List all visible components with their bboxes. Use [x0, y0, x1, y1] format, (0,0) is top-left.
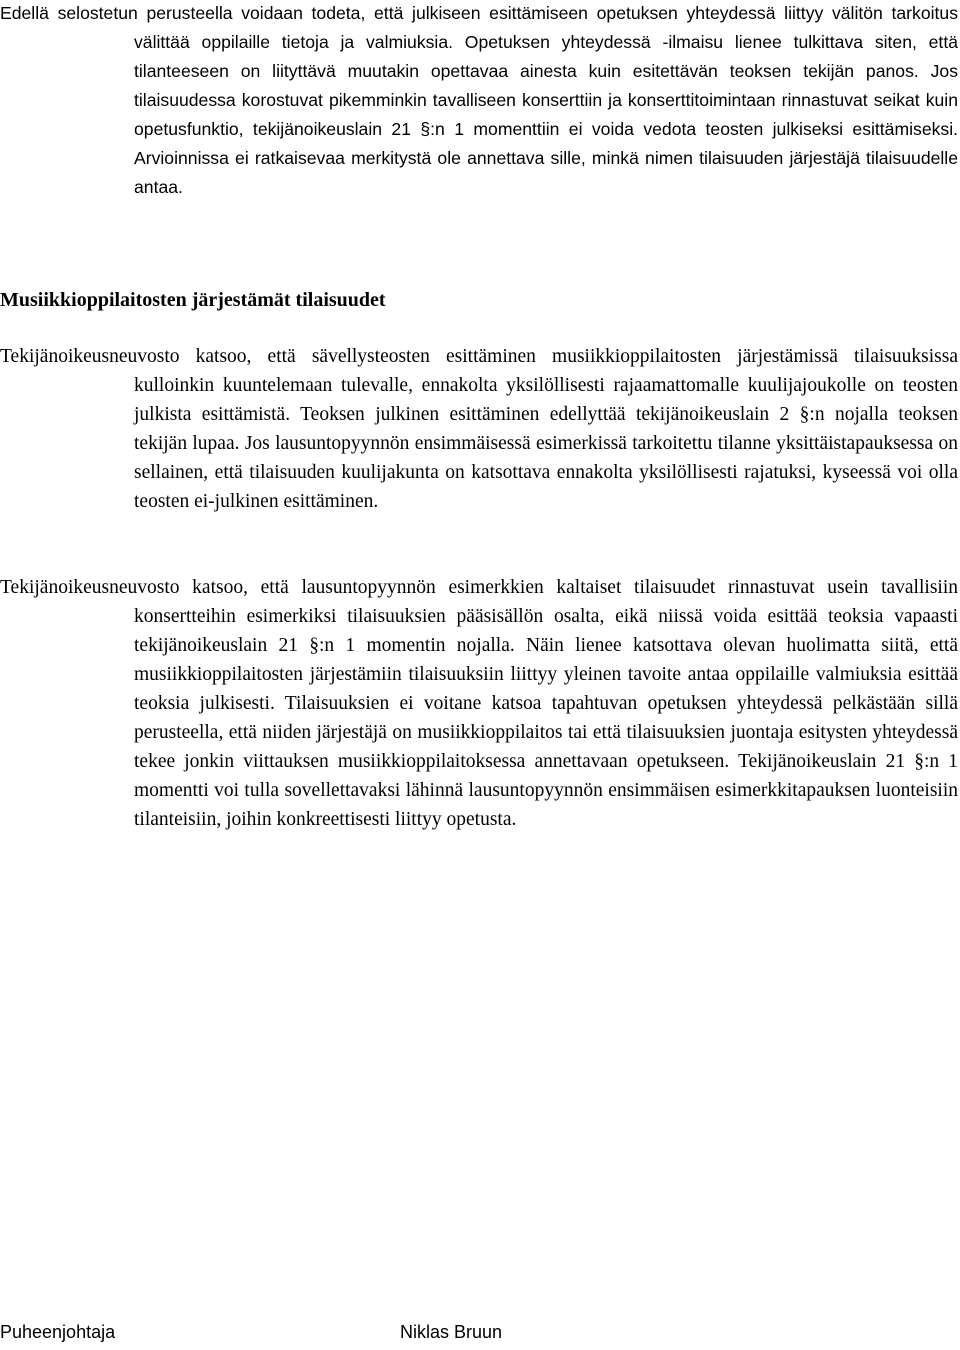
paragraph-3: Tekijänoikeusneuvosto katsoo, että lausuntopyynnön esimerkkien kaltaiset tilaisuudet rinnastuvat usein tavallisiin konsertteihin esimerkiksi tilaisuuksien pääsisällön osalta, eikä niissä voida esittää teoksia vapaasti tekijänoikeuslain 21 §:n 1 momentin nojalla. Näin lienee katsottava olevan huolimatta siitä, että musiikkioppilaitosten järjestämiin tilaisuuksiin liittyy yleinen tavoite antaa oppilaille valmiuksia esittää teoksia julkisesti. Tilaisuuksien ei voitane katsoa tapahtuvan opetuksen yhteydessä pelkästään sillä perusteella, että niiden järjestäjä on musiikkioppilaitos tai että tilaisuuksien juontaja esitysten yhteydessä tekee jonkin viittauksen musiikkioppilaitoksessa annettavaan opetukseen. Tekijänoikeuslain 21 §:n 1 momentti voi tulla sovellettavaksi lähinnä lausuntopyynnön ensimmäisen esimerkkitapauksen luonteisiin tilanteisiin, joihin konkreettisesti liittyy opetusta.: [0, 577, 958, 830]
section-heading: Musiikkioppilaitosten järjestämät tilaisuudet: [0, 289, 386, 311]
signature-name: Niklas Bruun: [400, 1322, 503, 1342]
paragraph-2: Tekijänoikeusneuvosto katsoo, että sävellysteosten esittäminen musiikkioppilaitosten järjestämissä tilaisuuksissa kulloinkin kuuntelemaan tulevalle, ennakolta yksilöllisesti rajaamattomalle kuulijajoukolle on teosten julkista esittämistä. Teoksen julkinen esittäminen edellyttää tekijänoikeuslain 2 §:n nojalla teoksen tekijän lupaa. Jos lausuntopyynnön ensimmäisessä esimerkissä tarkoitettu tilanne yksittäistapauksessa on sellainen, että tilaisuuden kuulijakunta on katsottava ennakolta yksilöllisesti rajatuksi, kyseessä voi olla teosten ei-julkinen esittäminen.: [0, 346, 958, 512]
signature-title: Puheenjohtaja: [0, 1322, 116, 1342]
paragraph-1: Edellä selostetun perusteella voidaan todeta, että julkiseen esittämiseen opetuksen yhteydessä liittyy välitön tarkoitus välittää oppilaille tietoja ja valmiuksia. Opetuksen yhteydessä -ilmaisu lienee tulkittava siten, että tilanteeseen on liityttävä muutakin opettavaa ainesta kuin esitettävän teoksen tekijän panos. Jos tilaisuudessa korostuvat pikemminkin tavalliseen konserttiin ja konserttitoimintaan rinnastuvat seikat kuin opetusfunktio, tekijänoikeuslain 21 §:n 1 momenttiin ei voida vedota teosten julkiseksi esittämiseksi. Arvioinnissa ei ratkaisevaa merkitystä ole annettava sille, minkä nimen tilaisuuden järjestäjä tilaisuudelle antaa.: [0, 3, 958, 197]
